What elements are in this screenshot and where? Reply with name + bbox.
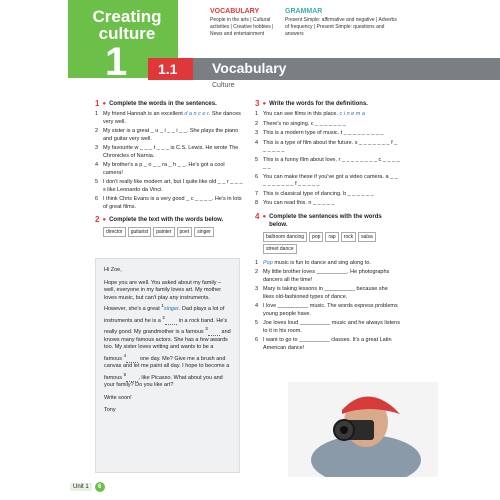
word-chip: painter: [153, 227, 174, 237]
list-item: [255, 140, 400, 155]
letter-part: Hope you are well. You asked about my family – well, everyone in my family loves art. My mother loves music, but can't play any instruments. However, she's a great: [104, 279, 222, 313]
letter-text: [95, 258, 240, 473]
item-number: 1: [255, 259, 259, 266]
section-subtitle: Culture: [212, 82, 235, 89]
word-chip: singer: [194, 227, 214, 237]
item-text[interactable]: I want to go to __________ classes. It's a great Latin American dance!: [263, 337, 392, 351]
unit-number: 1: [105, 40, 128, 84]
letter-part: in a rock band. He's really good. My grandmother is a famous: [104, 317, 228, 336]
gap-number: 2: [162, 314, 165, 320]
gap-blank[interactable]: [165, 318, 177, 325]
item-after: . She dances very well.: [103, 111, 241, 125]
unit-label: Unit 1: [70, 483, 92, 491]
list-item: [255, 121, 400, 129]
photographer-photo: [288, 382, 438, 477]
item-text[interactable]: My brother's a p _ o _ _ ra _ h _ _. He's got a cool camera!: [103, 162, 225, 176]
item-text[interactable]: Joe loves loud __________ music and he always listens to it in his room.: [263, 320, 400, 334]
item-number: 5: [95, 179, 99, 185]
item-number: 4: [95, 162, 99, 168]
item-number: 5: [255, 156, 259, 163]
bullet-icon: ●: [262, 213, 267, 220]
list-item: [255, 260, 400, 268]
grammar-topics: Present Simple: affirmative and negative | Adverbs of frequency | Present Simple: questions and answers: [285, 17, 397, 37]
item-text[interactable]: I love __________ music. The words express problems young people have.: [263, 303, 398, 317]
item-number: 6: [255, 337, 259, 343]
gap-blank[interactable]: [126, 356, 138, 363]
item-text[interactable]: You can read this. n _ _ _ _ _: [263, 200, 335, 206]
exercise4-instruction: Complete the sentences with the words below.: [269, 213, 382, 228]
list-item: [95, 128, 245, 143]
letter-part: , like Picasso. What about you and your family? Do you like art?: [104, 374, 223, 389]
item-answer[interactable]: d a n c e r: [184, 111, 209, 117]
item-number: 2: [255, 120, 259, 127]
list-item: [255, 269, 400, 284]
bullet-icon: ●: [102, 217, 107, 223]
exercise2-instruction: Complete the text with the words below.: [109, 217, 224, 223]
item-text: [263, 260, 400, 268]
item-number: 4: [255, 139, 259, 146]
gap-number: 4: [123, 352, 127, 358]
item-number: 3: [255, 286, 259, 292]
word-chip: poet: [177, 227, 193, 237]
lens-center: [340, 426, 348, 434]
item-text[interactable]: I think Chris Evans is a very good _ c _ _ _ _. He's in lots of great films.: [103, 196, 242, 210]
bullet-icon: ●: [262, 101, 267, 107]
list-item: [95, 145, 245, 160]
page-number: 6: [95, 482, 105, 492]
letter-part: and knows many famous actors. She has a few awards too. My sister loves writing and wants to be a famous: [104, 329, 231, 362]
exercise2-word-box: [103, 227, 245, 237]
word-chip: salsa: [358, 232, 376, 242]
list-item: [255, 111, 400, 119]
gap-number: 3: [205, 326, 208, 332]
item-number: 5: [255, 320, 259, 326]
letter-closing: Write soon!: [104, 394, 132, 401]
list-item: [255, 130, 400, 138]
page-footer: [70, 482, 105, 492]
exercise4-items: [255, 260, 400, 353]
exercise2-heading: [95, 216, 245, 224]
item-number: 4: [255, 303, 259, 309]
word-chip: director: [103, 227, 126, 237]
exercise1-items: [95, 111, 245, 211]
section-title: Vocabulary: [212, 60, 287, 76]
item-prompt: music is fun to dance and sing along to.: [274, 259, 371, 266]
list-item: [255, 191, 400, 199]
item-number: 1: [95, 111, 99, 117]
item-text[interactable]: This is a type of film about the future. s _ _ _ _ _ _ _ f _ _ _ _ _ _: [263, 139, 398, 153]
unit-title: Creating culture: [92, 7, 162, 43]
word-chip: ballroom dancing: [263, 232, 307, 242]
item-number: 6: [95, 196, 99, 202]
list-item: [95, 111, 245, 126]
item-number: 8: [255, 200, 259, 206]
word-chip: guitarist: [128, 227, 152, 237]
vocabulary-topics: People in the arts | Cultural activities | Creative hobbies | News and entertainment: [210, 17, 274, 37]
vocabulary-heading: VOCABULARY: [210, 8, 260, 15]
gap-answer[interactable]: singer: [163, 306, 179, 313]
letter-part: one day. Me? Give me a brush and canvas and let me paint all day. I hope to become a famous: [104, 355, 230, 381]
right-column: [255, 100, 400, 354]
item-text: [103, 111, 245, 126]
lesson-number: 1.1: [158, 61, 178, 77]
bullet-icon: ●: [102, 101, 107, 107]
item-text[interactable]: You can make these if you've got a video camera. a _ _ _ _ _ _ _ _ _ f _ _ _ _ _: [263, 173, 398, 187]
item-text[interactable]: I don't really like modern art, but I quite like old _ _ r _ _ _ s like Leonardo da Vinci.: [103, 179, 243, 193]
word-chip: rock: [341, 232, 356, 242]
list-item: [95, 162, 245, 177]
exercise4-word-box: [263, 232, 400, 254]
item-prompt: You can see films in this place.: [263, 111, 339, 117]
list-item: [255, 200, 400, 208]
item-text[interactable]: This is classical type of dancing. b _ _ _ _ _ _: [263, 190, 374, 197]
item-number: 7: [255, 190, 259, 197]
item-number: 2: [95, 128, 99, 134]
exercise2-number: 2: [95, 215, 100, 224]
word-chip: street dance: [263, 244, 297, 254]
exercise3-instruction: Write the words for the definitions.: [269, 101, 368, 107]
list-item: [255, 286, 400, 301]
item-text[interactable]: There's no singing. c _ _ _ _ _ _ _: [263, 120, 346, 127]
word-chip: pop: [309, 232, 323, 242]
gap-number: 5: [123, 371, 127, 377]
item-number: 3: [95, 145, 99, 151]
list-item: [255, 174, 400, 189]
item-text[interactable]: My sister is a great _ u _ i _ _ i _ _. She plays the piano and guitar very well.: [103, 128, 239, 142]
letter-body: [104, 280, 231, 390]
letter-signature: Tony: [104, 407, 116, 414]
item-text[interactable]: This is a funny film about love. r _ _ _ _ _ _ _ _ c _ _ _ _ _ _: [263, 156, 400, 170]
word-chip: rap: [325, 232, 338, 242]
list-item: [255, 157, 400, 172]
gap-number: 1: [161, 303, 164, 309]
exercise3-heading: [255, 100, 400, 108]
exercise3-number: 3: [255, 99, 260, 108]
grammar-heading: GRAMMAR: [285, 8, 323, 15]
list-item: [255, 337, 400, 352]
item-answer[interactable]: Pop: [263, 259, 273, 266]
item-text: [263, 111, 400, 119]
item-number: 6: [255, 173, 259, 180]
exercise4-number: 4: [255, 211, 260, 221]
item-number: 1: [255, 111, 259, 117]
item-text[interactable]: My little brother loves __________. He photographs dancers all the time!: [263, 269, 390, 283]
exercise1-heading: [95, 100, 245, 108]
letter-part: . Dad plays a lot of instruments and he is a: [104, 306, 225, 324]
letter-greeting: Hi Zoe,: [104, 267, 122, 273]
exercise1-instruction: Complete the words in the sentences.: [109, 101, 217, 107]
list-item: [95, 196, 245, 211]
item-number: 3: [255, 130, 259, 136]
item-text[interactable]: My favourite w _ _ _ t _ _ _ is C.S. Lewis. He wrote The Chronicles of Narnia.: [103, 145, 239, 159]
list-item: [255, 320, 400, 335]
list-item: [255, 303, 400, 318]
item-number: 2: [255, 269, 259, 275]
item-text[interactable]: Mary is taking lessons in __________ because she likes old-fashioned types of dance.: [263, 286, 388, 300]
gap-blank[interactable]: [126, 375, 138, 382]
gap-blank[interactable]: [208, 329, 220, 336]
exercise1-number: 1: [95, 99, 100, 108]
item-prompt: My friend Hannah is an excellent: [103, 111, 183, 117]
list-item: [95, 179, 245, 194]
exercise3-items: [255, 111, 400, 208]
item-text[interactable]: This is a modern type of music. t _ _ _ _ _ _ _ _ _: [263, 130, 384, 136]
left-column: [95, 100, 245, 243]
item-answer[interactable]: c i n e m a: [339, 111, 365, 117]
exercise4-heading: [255, 213, 400, 229]
